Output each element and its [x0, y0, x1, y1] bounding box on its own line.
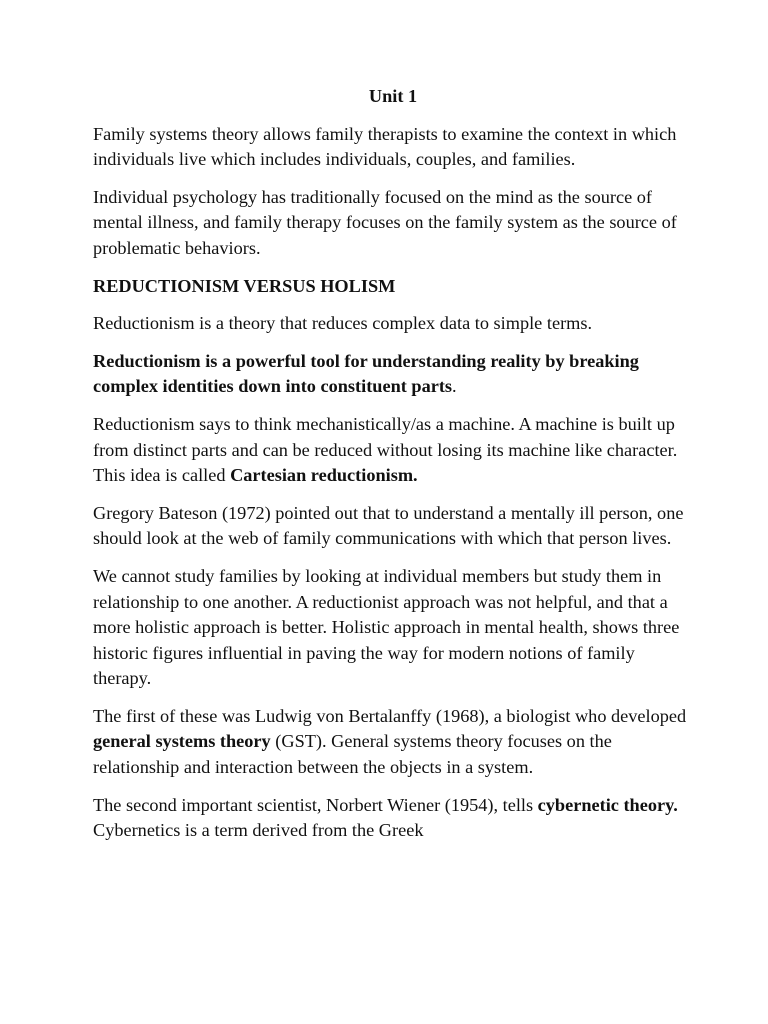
paragraph-holistic: We cannot study families by looking at individual members but study them in relationship to one another. A reductionist approach was not helpful, and that a more holistic approach is better. Holistic approach in mental health, shows three historic figures influential in paving the way for modern notions of family therapy. [93, 565, 680, 689]
paragraph-wiener [93, 793, 693, 844]
paragraph-text: The second important scientist, Norbert Wiener (1954), tells [93, 794, 538, 815]
paragraph-text: Cybernetics is a term derived from the Greek [93, 820, 424, 841]
paragraph-family-systems: Family systems theory allows family therapists to examine the context in which individuals live which includes individuals, couples, and families. [93, 123, 677, 170]
paragraph-bateson: Gregory Bateson (1972) pointed out that to understand a mentally ill person, one should look at the web of family communications with which that person lives. [93, 502, 684, 549]
bold-text: Cartesian reductionism. [230, 465, 418, 486]
paragraph-bertalanffy [93, 704, 693, 781]
bold-text: Reductionism is a powerful tool for understanding reality by breaking complex identities down into constituent parts [93, 350, 639, 397]
document-title: Unit 1 [368, 86, 418, 106]
document-page [93, 84, 693, 856]
bold-text: cybernetic theory. [537, 794, 678, 815]
paragraph-text: Reductionism says to think mechanistically/as a machine. A machine is built up from distinct parts and can be reduced without losing its machine like character. This idea is called [93, 413, 678, 486]
paragraph-cartesian [93, 412, 693, 489]
paragraph-reductionism-tool [93, 349, 693, 400]
paragraph-text: . [452, 376, 457, 397]
paragraph-individual-psychology: Individual psychology has traditionally focused on the mind as the source of mental illness, and family therapy focuses on the family system as the source of problematic behaviors. [93, 186, 677, 258]
section-heading: REDUCTIONISM VERSUS HOLISM [93, 275, 396, 296]
bold-text: general systems theory [93, 731, 271, 752]
paragraph-reductionism-definition: Reductionism is a theory that reduces complex data to simple terms. [93, 313, 593, 334]
paragraph-text: (GST). General systems theory focuses on the relationship and interaction between the objects in a system. [93, 731, 612, 778]
paragraph-text: The first of these was Ludwig von Bertalanffy (1968), a biologist who developed [93, 705, 687, 726]
